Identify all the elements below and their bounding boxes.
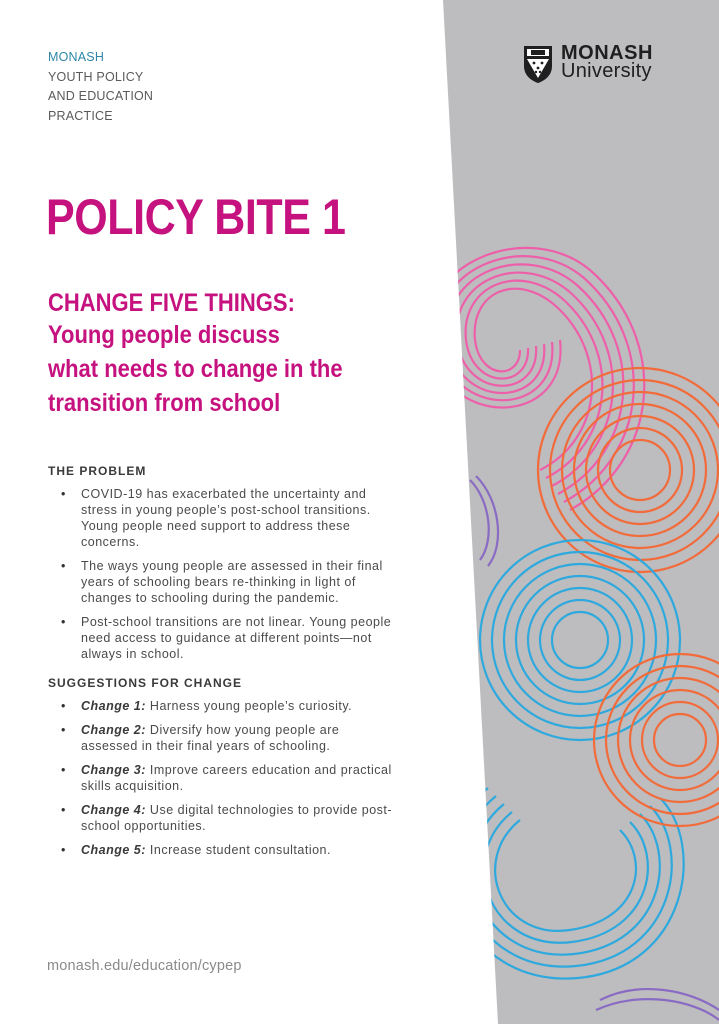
blue-swirl	[450, 540, 683, 979]
monash-logo	[522, 44, 653, 84]
unit-name	[48, 48, 153, 126]
subtitle-line-1: Young people discuss	[48, 321, 280, 349]
crest-icon	[522, 44, 554, 84]
list-item	[81, 722, 398, 754]
unit-name-line-3: AND EDUCATION	[48, 89, 154, 103]
list-item: • Post-school transitions are not linear. Young people need access to guidance at different points—not always in school.	[81, 614, 398, 662]
logo-line-2: University	[561, 60, 652, 82]
change-label: Change 3:	[81, 763, 146, 777]
subtitle	[48, 288, 382, 420]
change-label: Change 4:	[81, 803, 146, 817]
page-title: POLICY BITE 1	[46, 189, 346, 245]
change-label: Change 1:	[81, 699, 146, 713]
problem-heading: THE PROBLEM	[48, 464, 147, 478]
change-text: Improve careers education and practical skills acquisition.	[81, 763, 392, 793]
pink-swirl	[429, 248, 644, 510]
change-text: Diversify how young people are assessed in their final years of schooling.	[81, 723, 340, 753]
list-item	[81, 762, 398, 794]
change-text: Harness young people’s curiosity.	[145, 699, 353, 713]
unit-name-line-2: YOUTH POLICY	[48, 69, 144, 84]
footer-url[interactable]: monash.edu/education/cypep	[47, 958, 242, 974]
change-label: Change 5:	[81, 843, 146, 857]
content	[48, 464, 398, 866]
unit-name-line-4: PRACTICE	[48, 108, 113, 123]
problem-list	[48, 486, 398, 662]
change-text: Use digital technologies to provide post-school opportunities.	[81, 803, 393, 833]
list-item: • The ways young people are assessed in their final years of schooling bears re-thinking in light of changes to schooling during the pandemic.	[81, 558, 398, 606]
suggestions-heading: SUGGESTIONS FOR CHANGE	[48, 676, 243, 690]
list-item	[81, 802, 398, 834]
subtitle-line-3: transition from school	[48, 389, 281, 417]
list-item	[81, 698, 398, 714]
suggestions-list	[48, 698, 398, 858]
unit-name-line-1: MONASH	[48, 50, 105, 64]
subtitle-line-2: what needs to change in the	[48, 355, 343, 383]
subtitle-kicker: CHANGE FIVE THINGS:	[48, 289, 295, 317]
list-item	[81, 842, 398, 858]
list-item: • COVID-19 has exacerbated the uncertainty and stress in young people’s post-school transitions. Young people need support to address these concerns.	[81, 486, 398, 550]
logo-line-1: MONASH	[561, 42, 653, 64]
change-text: Increase student consultation.	[145, 843, 331, 857]
change-label: Change 2:	[81, 723, 146, 737]
